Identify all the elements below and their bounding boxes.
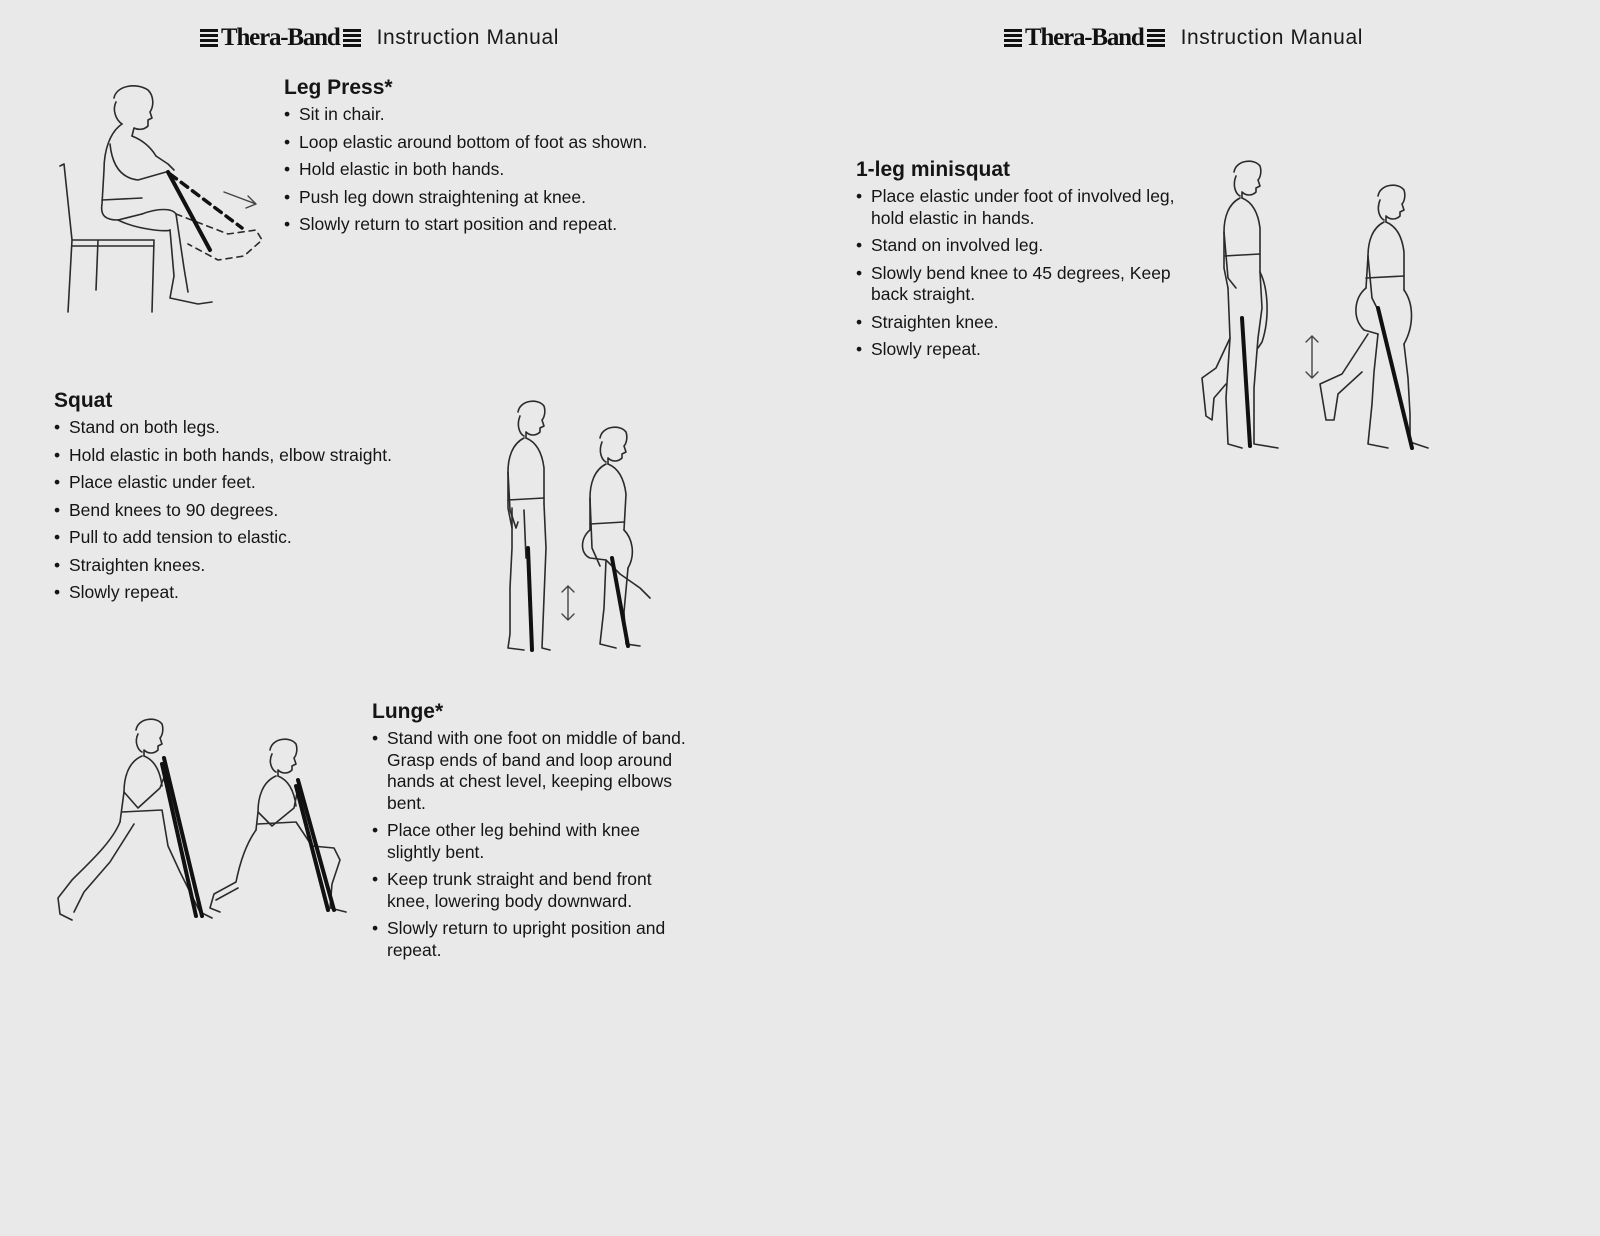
step-item: • Stand on involved leg. [856, 235, 1196, 257]
exercise-lunge [372, 700, 752, 967]
logo-text: Thera-Band [221, 24, 340, 51]
step-item: • Stand on both legs. [54, 417, 484, 439]
step-item: • Slowly return to start position and repeat. [284, 214, 754, 236]
step-item: • Straighten knee. [856, 312, 1196, 334]
step-list [54, 417, 484, 604]
theraband-logo [1004, 24, 1165, 52]
exercise-leg-press [284, 76, 754, 242]
step-item: • Loop elastic around bottom of foot as shown. [284, 132, 754, 154]
step-list [856, 186, 1196, 361]
header-title: Instruction Manual [1180, 26, 1363, 49]
minisquat-illustration [1198, 158, 1448, 464]
step-item: • Bend knees to 90 degrees. [54, 500, 484, 522]
exercise-squat [54, 389, 484, 610]
step-item: • Slowly repeat. [54, 582, 484, 604]
header-title: Instruction Manual [376, 26, 559, 49]
step-item: • Stand with one foot on middle of band. Grasp ends of band and loop around hands at chest level, keeping elbows bent. [372, 728, 709, 814]
step-list [284, 104, 754, 236]
step-item: • Place elastic under foot of involved leg, hold elastic in hands. [856, 186, 1183, 229]
step-item: • Slowly bend knee to 45 degrees, Keep back straight. [856, 263, 1171, 306]
step-item: • Keep trunk straight and bend front knee, lowering body downward. [372, 869, 695, 912]
step-item: • Slowly return to upright position and repeat. [372, 918, 687, 961]
step-list [372, 728, 752, 961]
logo-text: Thera-Band [1025, 24, 1144, 51]
logo-stripes-icon [1147, 29, 1165, 47]
step-item: • Straighten knees. [54, 555, 484, 577]
exercise-title: Leg Press* [284, 76, 393, 99]
right-header [1004, 24, 1363, 52]
right-page [800, 0, 1600, 1236]
step-item: • Push leg down straightening at knee. [284, 187, 754, 209]
leg-press-illustration [58, 80, 278, 320]
step-item: • Slowly repeat. [856, 339, 1196, 361]
left-header [200, 24, 559, 52]
step-item: • Place elastic under feet. [54, 472, 484, 494]
exercise-minisquat [856, 158, 1196, 367]
exercise-title: Squat [54, 389, 113, 412]
step-item: • Sit in chair. [284, 104, 754, 126]
squat-illustration [500, 398, 670, 666]
logo-stripes-icon [200, 29, 218, 47]
step-item: • Hold elastic in both hands. [284, 159, 754, 181]
exercise-title: Lunge* [372, 700, 444, 723]
logo-stripes-icon [1004, 29, 1022, 47]
step-item: • Place other leg behind with knee slightly bent. [372, 820, 687, 863]
logo-stripes-icon [343, 29, 361, 47]
step-item: • Pull to add tension to elastic. [54, 527, 484, 549]
theraband-logo [200, 24, 361, 52]
step-item: • Hold elastic in both hands, elbow straight. [54, 445, 484, 467]
lunge-illustration [50, 712, 360, 944]
exercise-title: 1-leg minisquat [856, 158, 1011, 181]
